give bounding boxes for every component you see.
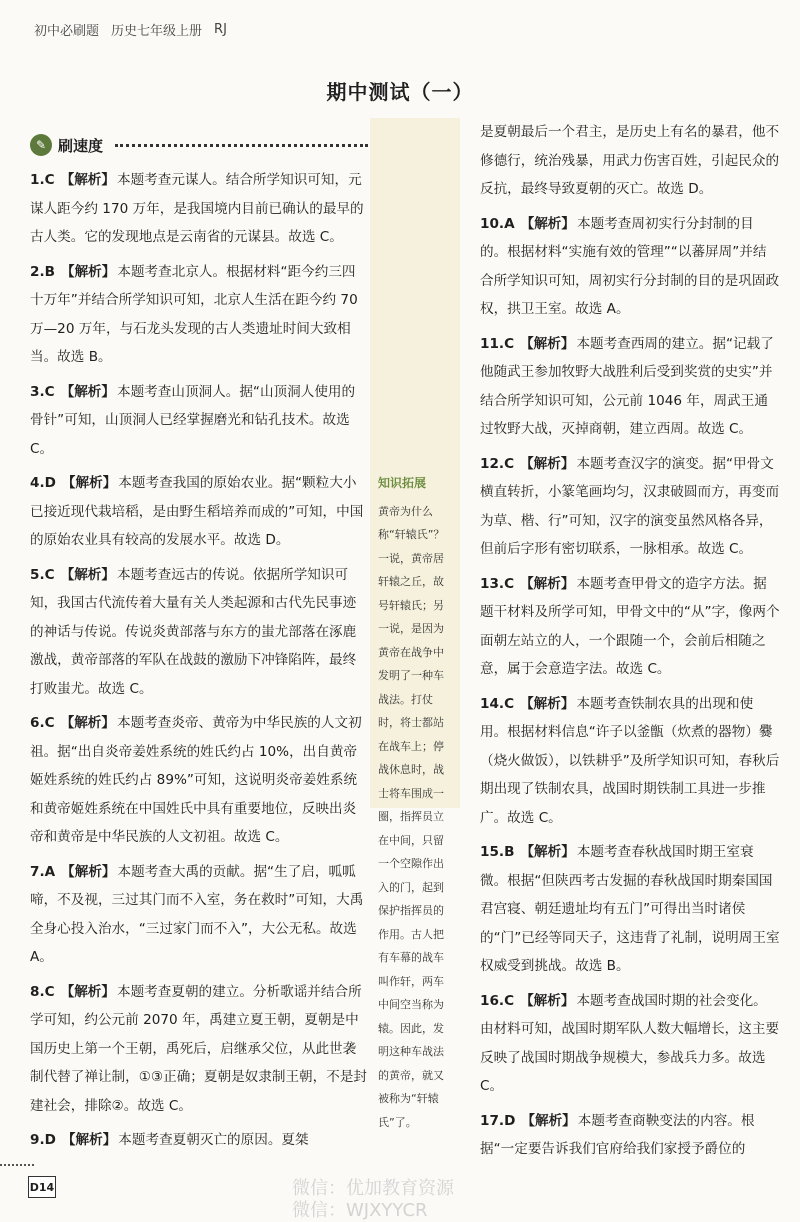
- answer-choice: C: [504, 695, 515, 712]
- answer-number: 16.: [480, 992, 505, 1009]
- edition-label: RJ: [214, 22, 227, 37]
- section-label: 刷速度: [58, 136, 104, 155]
- answer-text: 本题考查炎帝、黄帝为中华民族的人文初祖。据“出自炎帝姜姓系统的姓氏约占 10%，出自黄帝姬姓系统的姓氏约占 89%”可知，这说明炎帝姜姓系统和黄帝姬姓系统在中国姓氏中具有重要地位，反映出炎帝和黄帝是中华民族的人文初祖。故选 C。: [30, 715, 362, 845]
- answer-number: 4.: [30, 475, 45, 491]
- answer-choice: C: [504, 455, 515, 472]
- answer-text: 本题考查夏朝的建立。分析歌谣并结合所学可知，约公元前 2070 年，禹建立夏王朝，夏朝是中国历史上第一个王朝，禹死后，启继承父位，从此世袭制代替了禅让制，①③正确；夏朝是奴隶制王朝，不是封建社会，排除②。故选 C。: [30, 983, 368, 1114]
- answer-text: 本题考查西周的建立。据“记载了他随武王参加牧野大战胜利后受到奖赏的史实”并结合所学知识可知，公元前 1046 年，周武王通过牧野大战，灭掉商朝，建立西周。故选 C。: [480, 335, 774, 437]
- answer-number: 11.: [480, 335, 505, 352]
- analysis-tag: 【解析】: [61, 475, 117, 491]
- answer-choice: D: [44, 1132, 56, 1148]
- answer-choice: B: [44, 263, 55, 280]
- answer-number: 5.: [30, 566, 45, 583]
- analysis-tag: 【解析】: [520, 455, 575, 472]
- answer-number: 6.: [30, 715, 45, 731]
- answer-item: [30, 166, 368, 252]
- watermark-line-2: 微信：WJXYYCR: [292, 1200, 428, 1221]
- answer-choice: B: [504, 844, 515, 860]
- answer-number: 10.: [480, 215, 505, 232]
- sidebar-title: 知识拓展: [378, 476, 427, 490]
- answer-text: 本题考查商鞅变法的内容。根据“一定要告诉我们官府给我们家授予爵位的: [480, 1112, 755, 1157]
- answer-item: [480, 690, 780, 833]
- answer-item: [480, 570, 780, 684]
- answer-choice: C: [44, 715, 55, 731]
- answer-item: [30, 258, 368, 372]
- answer-item: [30, 1126, 368, 1155]
- answer-choice: A: [504, 215, 515, 232]
- watermark: [292, 1178, 454, 1222]
- knowledge-sidebar: [370, 118, 460, 1129]
- analysis-tag: 【解析】: [60, 715, 115, 731]
- analysis-tag: 【解析】: [60, 172, 115, 188]
- answer-text: 本题考查大禹的贡献。据“生了启，呱呱啼，不及视，三过其门而不入室，务在救时”可知，大禹全身心投入治水，“三过家门而不入”，大公无私。故选 A。: [30, 863, 364, 965]
- answer-text: 本题考查铁制农具的出现和使用。根据材料信息“许子以釜甑（炊煮的器物）爨（烧火做饭），以铁耕乎”及所学知识可知，春秋后期出现了铁制农具，战国时期铁制工具进一步推广。故选 C。: [480, 695, 780, 826]
- dotted-rule: [115, 144, 368, 147]
- answer-number: 17.: [480, 1112, 505, 1129]
- answer-choice: C: [504, 992, 515, 1009]
- answer-text: 本题考查汉字的演变。据“甲骨文横直转折，小篆笔画均匀，汉隶破圆而方，再变而为草、楷、行”可知，汉字的演变虽然风格各异，但前后字形有密切联系，一脉相承。故选 C。: [480, 455, 780, 557]
- answer-text: 本题考查我国的原始农业。据“颗粒大小已接近现代栽培稻，是由野生稻培养而成的”可知，中国的原始农业具有较高的发展水平。故选 D。: [30, 475, 364, 548]
- answer-choice: C: [44, 983, 55, 1000]
- answer-text: 本题考查周初实行分封制的目的。根据材料“实施有效的管理”“以蕃屏周”并结合所学知识可知，周初实行分封制的目的是巩固政权，拱卫王室。故选 A。: [480, 215, 780, 317]
- answer-item: [480, 987, 780, 1101]
- answer-choice: C: [44, 172, 55, 188]
- answer-item: [30, 709, 368, 852]
- answer-item: [480, 838, 780, 981]
- answer-item: [480, 1107, 780, 1164]
- pencil-icon: ✎: [30, 134, 52, 156]
- answer-item: [480, 118, 780, 204]
- sidebar-text: 黄帝为什么称“轩辕氏”？一说，黄帝居轩辕之丘，故号轩辕氏；另一说，是因为黄帝在战争中发明了一种车战法。打仗时，将士都站在战车上；停战休息时，战士将车围成一圈，指挥员立在中间，只留一个空隙作出入的门，起到保护指挥员的作用。古人把有车幕的战车叫作轩，两车中间空当称为辕。因此，发明这种车战法的黄帝，就又被称为“轩辕氏”了。: [378, 504, 445, 1129]
- analysis-tag: 【解析】: [60, 566, 115, 583]
- answer-item: [30, 978, 368, 1121]
- answer-number: 14.: [480, 695, 505, 712]
- page-number: D14: [28, 1176, 56, 1198]
- answer-number: 3.: [30, 383, 45, 400]
- answer-number: 9.: [30, 1132, 45, 1148]
- analysis-tag: 【解析】: [520, 844, 575, 860]
- answer-item: [480, 210, 780, 324]
- answer-choice: A: [44, 863, 56, 880]
- analysis-tag: 【解析】: [520, 215, 575, 232]
- answer-text: 本题考查山顶洞人。据“山顶洞人使用的骨针”可知，山顶洞人已经掌握磨光和钻孔技术。故选 C。: [30, 383, 356, 457]
- answer-number: 8.: [30, 983, 45, 1000]
- analysis-tag: 【解析】: [60, 383, 115, 400]
- answer-item: [30, 469, 368, 555]
- answer-text: 本题考查远古的传说。依据所学知识可知，我国古代流传着大量有关人类起源和古代先民事迹的神话与传说。传说炎黄部落与东方的蚩尤部落在涿鹿激战，黄帝部落的军队在战鼓的激励下冲锋陷阵，最终打败蚩尤。故选 C。: [30, 566, 357, 697]
- answer-number: 1.: [30, 172, 45, 188]
- analysis-tag: 【解析】: [61, 863, 116, 880]
- page-title: 期中测试（一）: [326, 80, 474, 104]
- answer-item: [480, 450, 780, 564]
- answer-text: 本题考查夏朝灭亡的原因。夏桀: [118, 1132, 309, 1148]
- right-column: [480, 118, 780, 1170]
- answer-item: [30, 561, 368, 704]
- answer-text: 本题考查元谋人。结合所学知识可知，元谋人距今约 170 万年，是我国境内目前已确认的最早的古人类。它的发现地点是云南省的元谋县。故选 C。: [30, 172, 364, 245]
- answer-choice: C: [44, 383, 55, 400]
- analysis-tag: 【解析】: [520, 695, 575, 712]
- answer-choice: C: [504, 575, 515, 592]
- series-name: 初中必刷题: [34, 24, 100, 39]
- subject-name: 历史七年级上册: [111, 24, 203, 39]
- answer-item: [30, 858, 368, 972]
- answer-item: [480, 330, 780, 444]
- answer-list-left: [30, 166, 368, 1155]
- answer-text: 是夏朝最后一个君主，是历史上有名的暴君，他不修德行，统治残暴，用武力伤害百姓，引起民众的反抗，最终导致夏朝的灭亡。故选 D。: [480, 124, 780, 197]
- analysis-tag: 【解析】: [521, 1112, 576, 1129]
- answer-text: 本题考查春秋战国时期王室衰微。根据“但陕西考古发掘的春秋战国时期秦国国君宫寝、朝廷遗址均有五门”可得出当时诸侯的“门”已经等同天子，这违背了礼制，说明周王室权威受到挑战。故选 B。: [480, 844, 780, 974]
- answer-choice: D: [504, 1112, 516, 1129]
- analysis-tag: 【解析】: [61, 263, 116, 280]
- answer-choice: C: [44, 566, 55, 583]
- answer-number: 15.: [480, 844, 505, 860]
- answer-choice: C: [504, 335, 515, 352]
- analysis-tag: 【解析】: [520, 992, 575, 1009]
- analysis-tag: 【解析】: [520, 575, 575, 592]
- answer-item: [30, 378, 368, 464]
- answer-text: 本题考查战国时期的社会变化。由材料可知，战国时期军队人数大幅增长，这主要反映了战国时期战争规模大，参战兵力多。故选 C。: [480, 992, 780, 1094]
- watermark-line-1: 微信：优加教育资源: [292, 1178, 454, 1199]
- left-column: [30, 134, 368, 1161]
- answer-choice: D: [44, 475, 56, 491]
- answer-number: 7.: [30, 863, 45, 880]
- answer-number: 2.: [30, 263, 45, 280]
- running-header: [34, 20, 227, 39]
- answer-number: 13.: [480, 575, 505, 592]
- answer-list-right: [480, 118, 780, 1164]
- answer-number: 12.: [480, 455, 505, 472]
- footer-rule: [0, 1164, 34, 1166]
- analysis-tag: 【解析】: [60, 983, 115, 1000]
- answer-text: 本题考查北京人。根据材料“距今约三四十万年”并结合所学知识可知，北京人生活在距今约 70 万—20 万年，与石龙头发现的古人类遗址时间大致相当。故选 B。: [30, 263, 358, 365]
- answer-text: 本题考查甲骨文的造字方法。据题干材料及所学可知，甲骨文中的“从”字，像两个面朝左站立的人，一个跟随一个，会前后相随之意，属于会意造字法。故选 C。: [480, 575, 780, 677]
- section-badge: [30, 134, 368, 156]
- analysis-tag: 【解析】: [61, 1132, 117, 1148]
- analysis-tag: 【解析】: [520, 335, 575, 352]
